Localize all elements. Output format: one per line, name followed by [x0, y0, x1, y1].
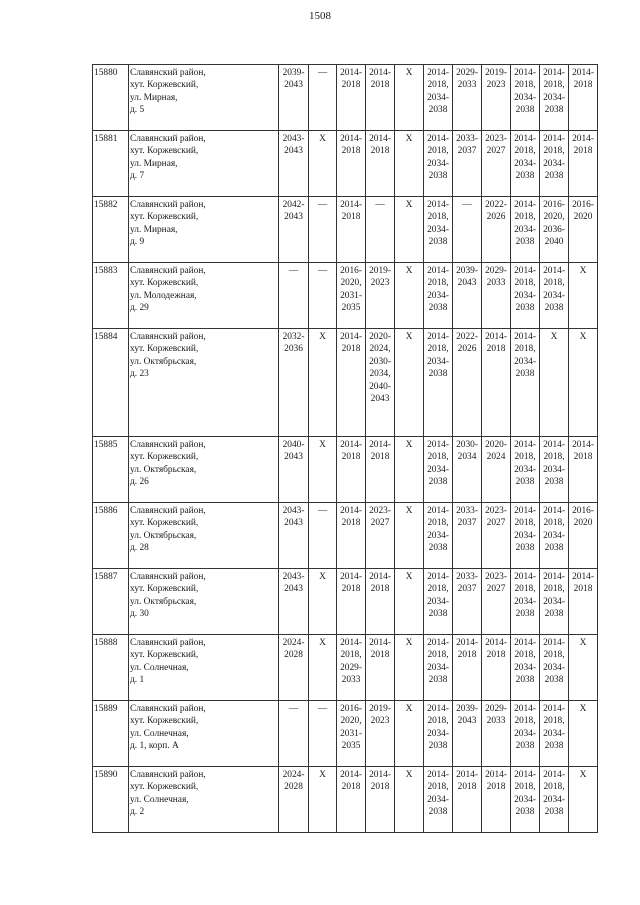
table-row: [93, 197, 598, 263]
row-id: 15885: [93, 437, 129, 503]
period-cell-1: 2043- 2043: [279, 503, 309, 569]
period-cell-3: 2016- 2020, 2031- 2035: [337, 263, 366, 329]
period-cell-1: 2040- 2043: [279, 437, 309, 503]
row-id: 15887: [93, 569, 129, 635]
period-cell-5: X: [395, 635, 424, 701]
period-cell-8: 2023- 2027: [482, 503, 511, 569]
table-row: [93, 329, 598, 437]
period-cell-3: 2014- 2018: [337, 197, 366, 263]
address-cell: Славянский район, хут. Коржевский, ул. Солнечная, д. 2: [129, 767, 279, 833]
address-cell: Славянский район, хут. Коржевский, ул. Молодежная, д. 29: [129, 263, 279, 329]
address-cell: Славянский район, хут. Коржевский, ул. Солнечная, д. 1: [129, 635, 279, 701]
address-cell: Славянский район, хут. Коржевский, ул. Октябрьская, д. 30: [129, 569, 279, 635]
period-cell-9: 2014- 2018, 2034- 2038: [511, 569, 540, 635]
period-cell-11: 2014- 2018: [569, 569, 598, 635]
period-cell-10: 2014- 2018, 2034- 2038: [540, 767, 569, 833]
period-cell-10: 2014- 2018, 2034- 2038: [540, 701, 569, 767]
period-cell-6: 2014- 2018, 2034- 2038: [424, 131, 453, 197]
period-cell-3: 2016- 2020, 2031- 2035: [337, 701, 366, 767]
period-cell-6: 2014- 2018, 2034- 2038: [424, 65, 453, 131]
period-cell-7: 2033- 2037: [453, 569, 482, 635]
period-cell-2: X: [309, 569, 337, 635]
table-row: [93, 437, 598, 503]
period-cell-3: 2014- 2018: [337, 329, 366, 437]
period-cell-3: 2014- 2018, 2029- 2033: [337, 635, 366, 701]
period-cell-4: 2014- 2018: [366, 131, 395, 197]
address-cell: Славянский район, хут. Коржевский, ул. Октябрьская, д. 26: [129, 437, 279, 503]
row-id: 15888: [93, 635, 129, 701]
period-cell-8: 2029- 2033: [482, 263, 511, 329]
period-cell-6: 2014- 2018, 2034- 2038: [424, 569, 453, 635]
period-cell-8: 2029- 2033: [482, 701, 511, 767]
period-cell-5: X: [395, 503, 424, 569]
row-id: 15889: [93, 701, 129, 767]
period-cell-3: 2014- 2018: [337, 65, 366, 131]
period-cell-7: 2030- 2034: [453, 437, 482, 503]
period-cell-4: —: [366, 197, 395, 263]
period-cell-6: 2014- 2018, 2034- 2038: [424, 197, 453, 263]
period-cell-2: X: [309, 635, 337, 701]
period-cell-5: X: [395, 329, 424, 437]
period-cell-1: 2039- 2043: [279, 65, 309, 131]
period-cell-5: X: [395, 131, 424, 197]
period-cell-4: 2019- 2023: [366, 263, 395, 329]
period-cell-11: 2014- 2018: [569, 131, 598, 197]
page-number: 1508: [309, 10, 331, 22]
period-cell-5: X: [395, 767, 424, 833]
table-row: [93, 263, 598, 329]
period-cell-9: 2014- 2018, 2034- 2038: [511, 635, 540, 701]
period-cell-1: 2043- 2043: [279, 131, 309, 197]
period-cell-10: 2014- 2018, 2034- 2038: [540, 131, 569, 197]
address-cell: Славянский район, хут. Коржевский, ул. Октябрьская, д. 23: [129, 329, 279, 437]
table-row: [93, 569, 598, 635]
period-cell-10: 2014- 2018, 2034- 2038: [540, 437, 569, 503]
table-row: [93, 701, 598, 767]
period-cell-2: —: [309, 65, 337, 131]
period-cell-5: X: [395, 263, 424, 329]
address-cell: Славянский район, хут. Коржевский, ул. Октябрьская, д. 28: [129, 503, 279, 569]
schedule-table: [92, 64, 598, 833]
period-cell-9: 2014- 2018, 2034- 2038: [511, 701, 540, 767]
period-cell-9: 2014- 2018, 2034- 2038: [511, 503, 540, 569]
row-id: 15890: [93, 767, 129, 833]
period-cell-2: —: [309, 701, 337, 767]
period-cell-2: —: [309, 503, 337, 569]
period-cell-2: —: [309, 197, 337, 263]
period-cell-6: 2014- 2018, 2034- 2038: [424, 635, 453, 701]
table-row: [93, 131, 598, 197]
period-cell-6: 2014- 2018, 2034- 2038: [424, 701, 453, 767]
period-cell-5: X: [395, 197, 424, 263]
period-cell-6: 2014- 2018, 2034- 2038: [424, 329, 453, 437]
address-cell: Славянский район, хут. Коржевский, ул. Мирная, д. 9: [129, 197, 279, 263]
table-row: [93, 65, 598, 131]
address-cell: Славянский район, хут. Коржевский, ул. Мирная, д. 7: [129, 131, 279, 197]
period-cell-11: 2014- 2018: [569, 65, 598, 131]
period-cell-3: 2014- 2018: [337, 437, 366, 503]
period-cell-6: 2014- 2018, 2034- 2038: [424, 437, 453, 503]
period-cell-6: 2014- 2018, 2034- 2038: [424, 263, 453, 329]
row-id: 15884: [93, 329, 129, 437]
period-cell-5: X: [395, 437, 424, 503]
period-cell-3: 2014- 2018: [337, 131, 366, 197]
period-cell-8: 2023- 2027: [482, 131, 511, 197]
period-cell-4: 2023- 2027: [366, 503, 395, 569]
period-cell-10: 2014- 2018, 2034- 2038: [540, 569, 569, 635]
period-cell-3: 2014- 2018: [337, 569, 366, 635]
period-cell-9: 2014- 2018, 2034- 2038: [511, 767, 540, 833]
period-cell-4: 2020- 2024, 2030- 2034, 2040- 2043: [366, 329, 395, 437]
period-cell-11: X: [569, 767, 598, 833]
period-cell-1: —: [279, 701, 309, 767]
period-cell-2: —: [309, 263, 337, 329]
period-cell-1: —: [279, 263, 309, 329]
period-cell-8: 2014- 2018: [482, 767, 511, 833]
table-row: [93, 503, 598, 569]
period-cell-11: 2016- 2020: [569, 197, 598, 263]
period-cell-7: 2039- 2043: [453, 263, 482, 329]
period-cell-11: X: [569, 635, 598, 701]
address-cell: Славянский район, хут. Коржевский, ул. Мирная, д. 5: [129, 65, 279, 131]
period-cell-5: X: [395, 569, 424, 635]
period-cell-7: 2014- 2018: [453, 767, 482, 833]
table-row: [93, 635, 598, 701]
period-cell-1: 2042- 2043: [279, 197, 309, 263]
period-cell-2: X: [309, 437, 337, 503]
period-cell-10: 2016- 2020, 2036- 2040: [540, 197, 569, 263]
period-cell-1: 2032- 2036: [279, 329, 309, 437]
row-id: 15881: [93, 131, 129, 197]
period-cell-4: 2019- 2023: [366, 701, 395, 767]
period-cell-10: 2014- 2018, 2034- 2038: [540, 65, 569, 131]
period-cell-7: 2033- 2037: [453, 503, 482, 569]
period-cell-11: 2016- 2020: [569, 503, 598, 569]
period-cell-11: X: [569, 329, 598, 437]
period-cell-4: 2014- 2018: [366, 635, 395, 701]
period-cell-8: 2022- 2026: [482, 197, 511, 263]
period-cell-9: 2014- 2018, 2034- 2038: [511, 263, 540, 329]
period-cell-9: 2014- 2018, 2034- 2038: [511, 197, 540, 263]
period-cell-1: 2043- 2043: [279, 569, 309, 635]
period-cell-7: 2022- 2026: [453, 329, 482, 437]
period-cell-8: 2020- 2024: [482, 437, 511, 503]
period-cell-1: 2024- 2028: [279, 635, 309, 701]
period-cell-8: 2014- 2018: [482, 329, 511, 437]
period-cell-7: 2033- 2037: [453, 131, 482, 197]
period-cell-2: X: [309, 131, 337, 197]
row-id: 15882: [93, 197, 129, 263]
period-cell-8: 2023- 2027: [482, 569, 511, 635]
period-cell-8: 2014- 2018: [482, 635, 511, 701]
period-cell-11: X: [569, 701, 598, 767]
period-cell-10: X: [540, 329, 569, 437]
row-id: 15886: [93, 503, 129, 569]
period-cell-6: 2014- 2018, 2034- 2038: [424, 503, 453, 569]
period-cell-6: 2014- 2018, 2034- 2038: [424, 767, 453, 833]
address-cell: Славянский район, хут. Коржевский, ул. Солнечная, д. 1, корп. А: [129, 701, 279, 767]
period-cell-7: 2014- 2018: [453, 635, 482, 701]
table-row: [93, 767, 598, 833]
period-cell-4: 2014- 2018: [366, 65, 395, 131]
period-cell-8: 2019- 2023: [482, 65, 511, 131]
row-id: 15880: [93, 65, 129, 131]
period-cell-9: 2014- 2018, 2034- 2038: [511, 437, 540, 503]
period-cell-9: 2014- 2018, 2034- 2038: [511, 65, 540, 131]
period-cell-10: 2014- 2018, 2034- 2038: [540, 503, 569, 569]
period-cell-10: 2014- 2018, 2034- 2038: [540, 635, 569, 701]
period-cell-3: 2014- 2018: [337, 503, 366, 569]
period-cell-2: X: [309, 767, 337, 833]
row-id: 15883: [93, 263, 129, 329]
period-cell-7: —: [453, 197, 482, 263]
period-cell-3: 2014- 2018: [337, 767, 366, 833]
period-cell-4: 2014- 2018: [366, 437, 395, 503]
period-cell-11: 2014- 2018: [569, 437, 598, 503]
period-cell-5: X: [395, 701, 424, 767]
period-cell-9: 2014- 2018, 2034- 2038: [511, 131, 540, 197]
period-cell-4: 2014- 2018: [366, 569, 395, 635]
period-cell-1: 2024- 2028: [279, 767, 309, 833]
period-cell-10: 2014- 2018, 2034- 2038: [540, 263, 569, 329]
period-cell-11: X: [569, 263, 598, 329]
period-cell-7: 2029- 2033: [453, 65, 482, 131]
period-cell-2: X: [309, 329, 337, 437]
period-cell-5: X: [395, 65, 424, 131]
period-cell-9: 2014- 2018, 2034- 2038: [511, 329, 540, 437]
period-cell-7: 2039- 2043: [453, 701, 482, 767]
period-cell-4: 2014- 2018: [366, 767, 395, 833]
